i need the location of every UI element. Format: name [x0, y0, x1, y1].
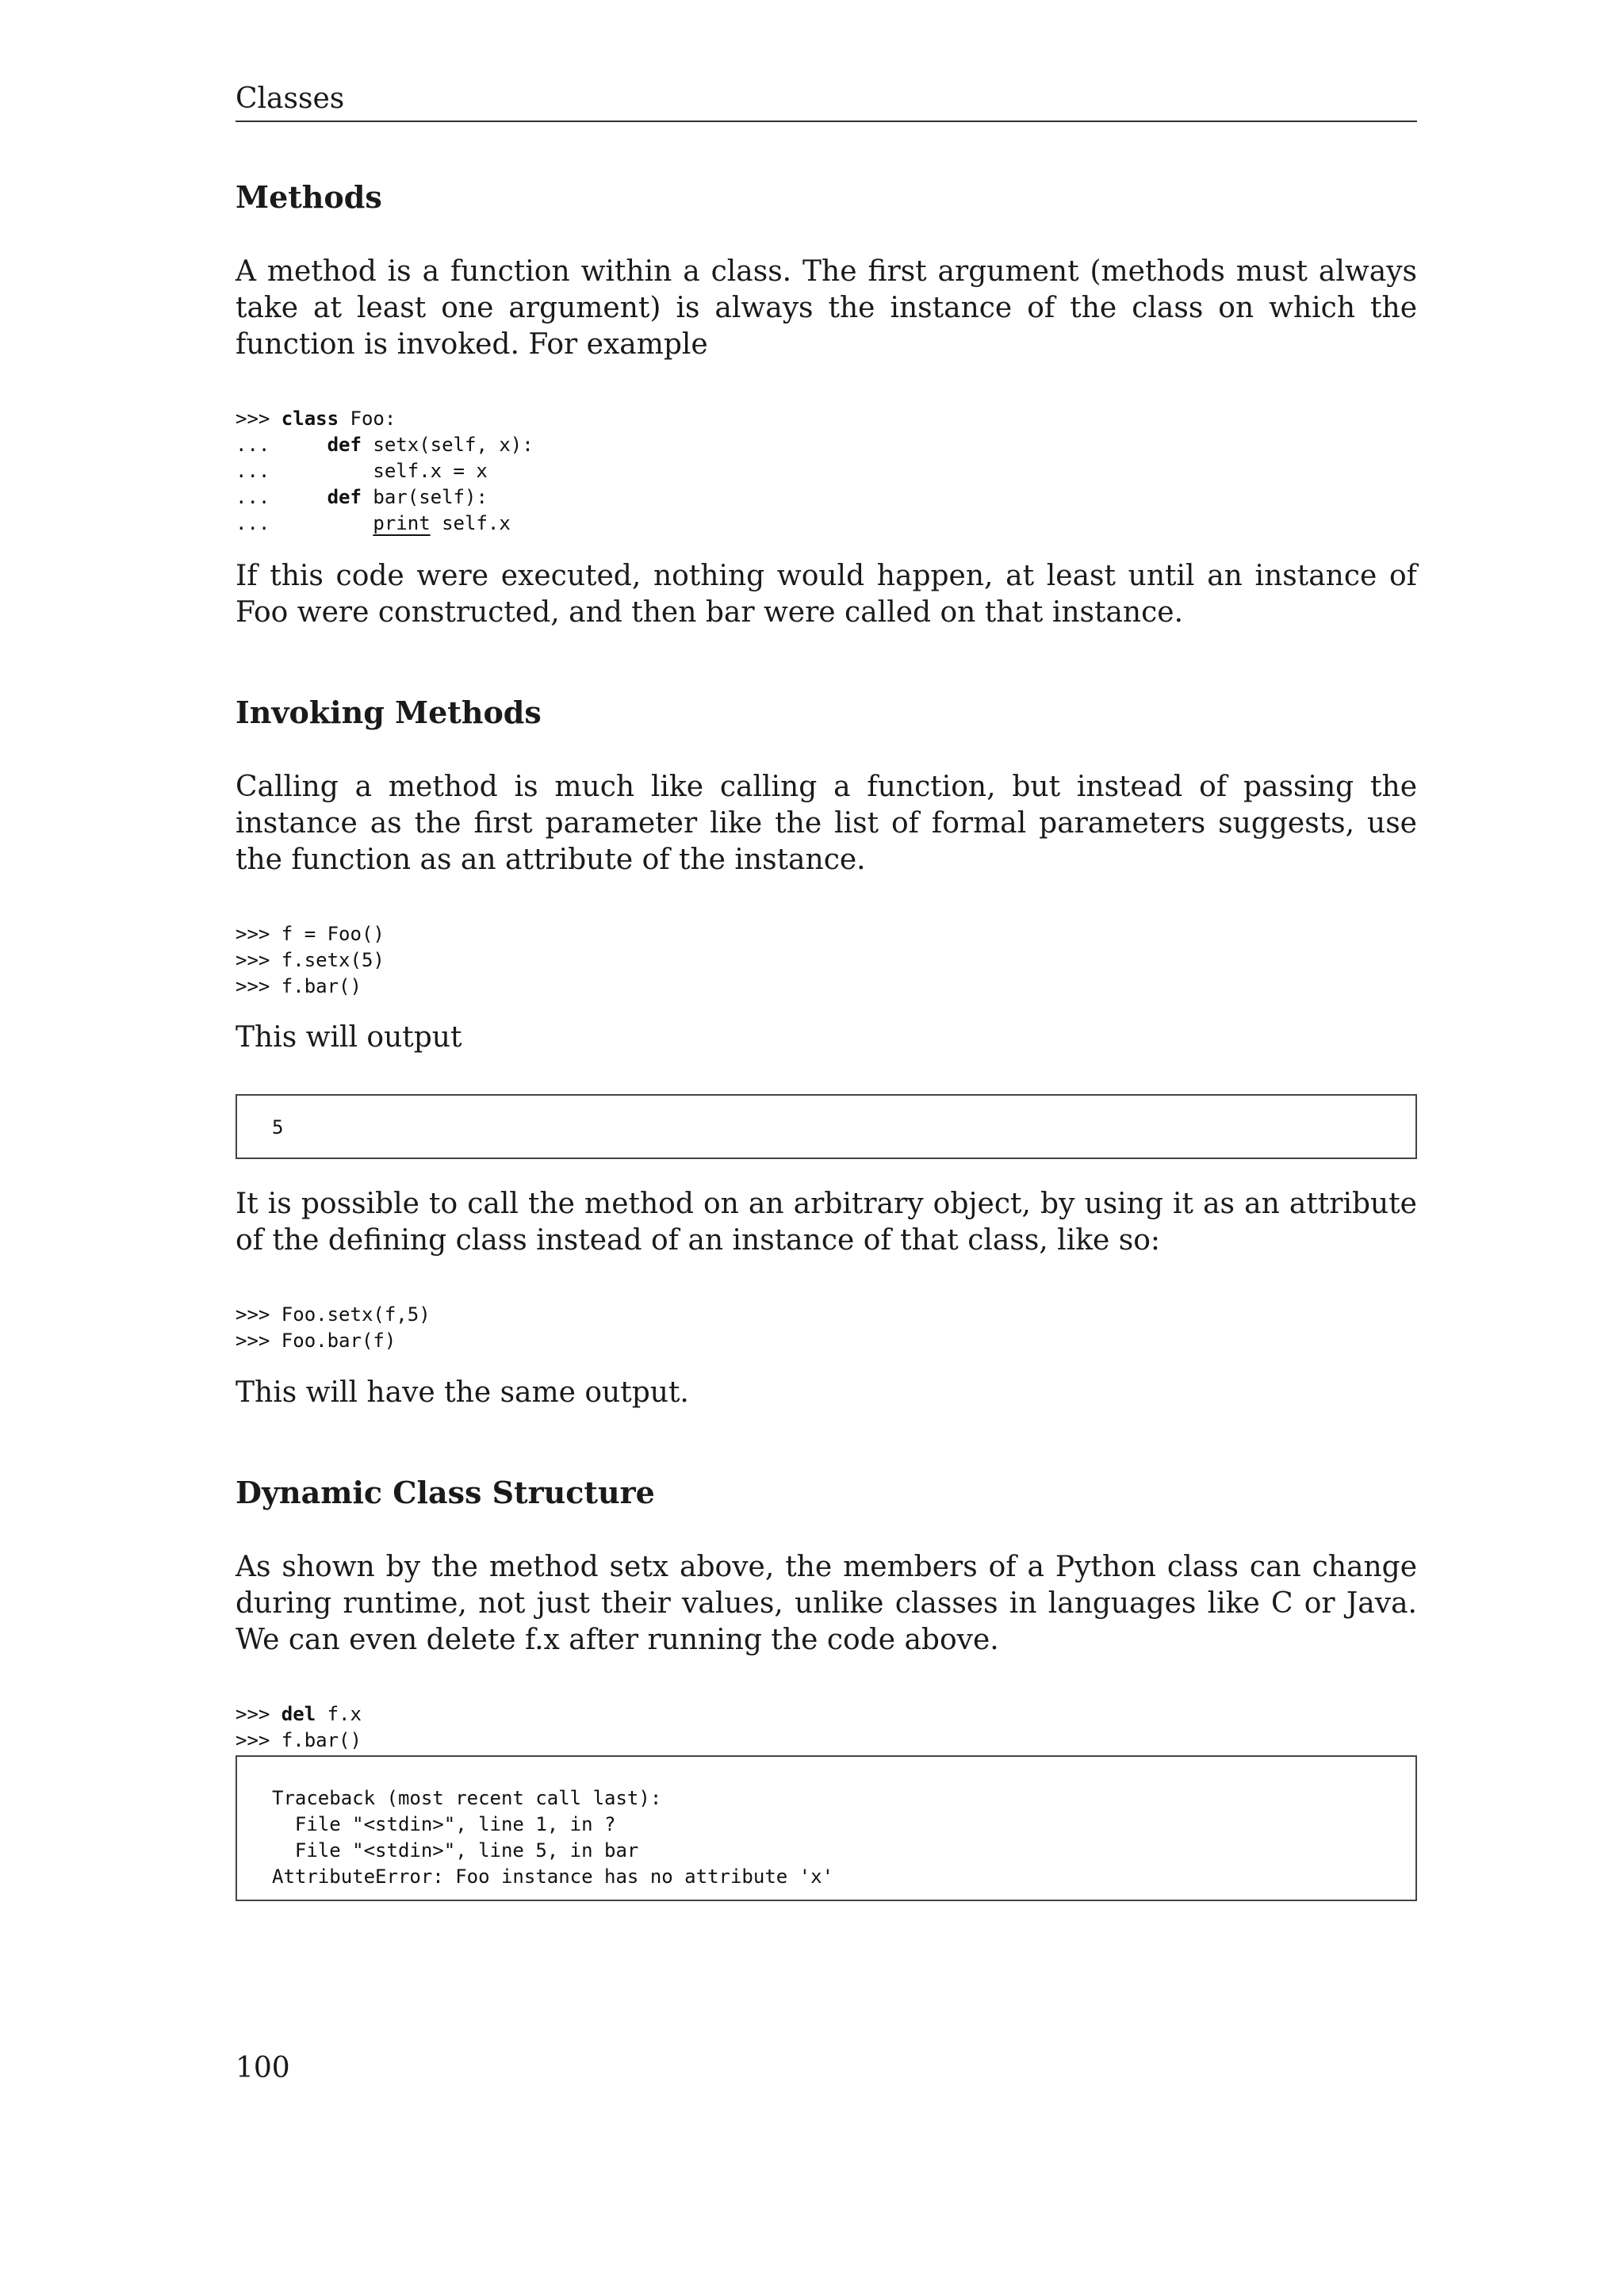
running-title: Classes [236, 82, 345, 115]
del-code-block [236, 1701, 362, 1754]
methods-code-block [236, 406, 534, 537]
code-line: >>> Foo.bar(f) [236, 1330, 396, 1352]
methods-intro: A method is a function within a class. The first argument (methods must always take at least one argument) is always the instance of the class on which the function is invoked. For example [236, 255, 1417, 361]
code-line: >>> del f.x [236, 1703, 362, 1725]
heading-methods: Methods [236, 179, 382, 215]
arbitrary-object-text: It is possible to call the method on an arbitrary object, by using it as an attribute of the defining class instead of an instance of that class, like so: [236, 1188, 1417, 1257]
code-line: ... self.x = x [236, 460, 488, 482]
heading-invoking-methods: Invoking Methods [236, 695, 542, 730]
code-line: >>> f.bar() [236, 975, 362, 997]
heading-dynamic-class-structure: Dynamic Class Structure [236, 1475, 655, 1510]
header-rule [236, 121, 1417, 122]
invoking-code-block [236, 921, 385, 1000]
traceback-box [236, 1755, 1417, 1901]
output-box [236, 1094, 1417, 1159]
traceback-line: AttributeError: Foo instance has no attribute 'x' [272, 1866, 834, 1888]
methods-after: If this code were executed, nothing would happen, at least until an instance of Foo were constructed, and then bar were called on that instance. [236, 560, 1417, 629]
dynamic-intro: As shown by the method setx above, the members of a Python class can change during runtime, not just their values, unlike classes in languages like C or Java. We can even delete f.x after running the code above. [236, 1551, 1417, 1656]
code-line: >>> Foo.setx(f,5) [236, 1303, 431, 1326]
code-line: >>> f = Foo() [236, 923, 385, 945]
code-line: ... def bar(self): [236, 486, 488, 508]
code-line: >>> f.setx(5) [236, 949, 385, 971]
class-call-code-block [236, 1302, 431, 1354]
output-text: 5 [272, 1116, 284, 1138]
page-number: 100 [236, 2052, 290, 2084]
invoking-intro: Calling a method is much like calling a function, but instead of passing the instance as the first parameter like the list of formal parameters suggests, use the function as an attribute of the instance. [236, 771, 1417, 876]
same-output-text: This will have the same output. [236, 1376, 689, 1409]
code-line: ... def setx(self, x): [236, 434, 534, 456]
code-line: >>> class Foo: [236, 408, 396, 430]
code-line: ... print self.x [236, 512, 511, 534]
traceback-line: File "<stdin>", line 1, in ? [272, 1813, 616, 1835]
traceback-text [237, 1757, 1415, 1890]
traceback-line: File "<stdin>", line 5, in bar [272, 1839, 639, 1862]
output-label: This will output [236, 1021, 462, 1054]
code-line: >>> f.bar() [236, 1729, 362, 1751]
traceback-line: Traceback (most recent call last): [272, 1787, 662, 1809]
